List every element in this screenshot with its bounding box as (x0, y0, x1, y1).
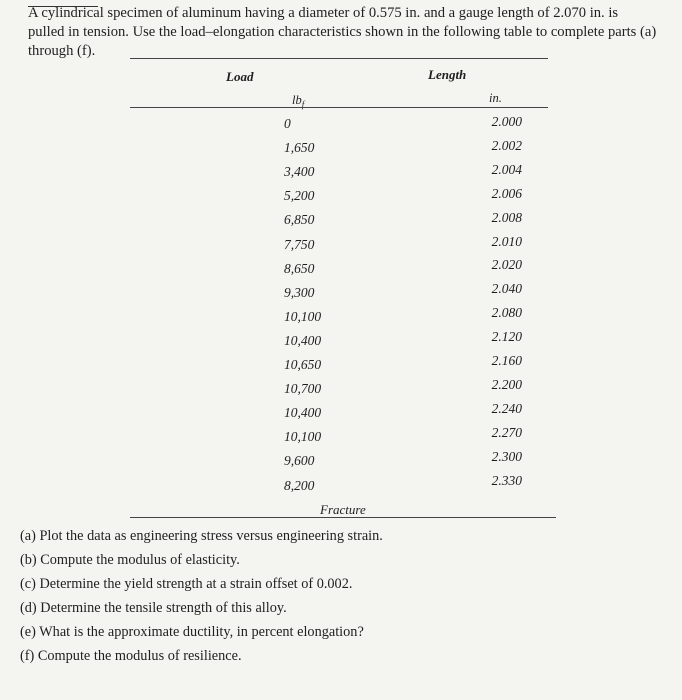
question-list (20, 526, 640, 670)
question-a: (a) Plot the data as engineering stress versus engineering strain. (20, 528, 383, 544)
load-cell: 9,300 (284, 284, 315, 300)
load-cell: 10,100 (284, 429, 322, 445)
length-cell: 2.270 (491, 424, 522, 440)
load-column-header: Load (226, 69, 254, 84)
question-d: (d) Determine the tensile strength of this alloy. (20, 600, 287, 616)
length-cell: 2.200 (491, 376, 522, 392)
table-top-rule (130, 58, 548, 59)
length-column-header: Length (428, 67, 467, 82)
load-cell: 10,700 (284, 381, 322, 397)
length-cell: 2.000 (491, 114, 522, 129)
question-b: (b) Compute the modulus of elasticity. (20, 552, 240, 568)
load-unit-label: $lb_f$ (292, 93, 305, 110)
load-cell: 3,400 (284, 164, 315, 180)
load-cell: 7,750 (284, 236, 315, 252)
question-f: (f) Compute the modulus of resilience. (20, 648, 242, 664)
length-cell: 2.040 (491, 281, 522, 297)
load-cell: 10,100 (284, 308, 322, 324)
load-cell: 8,200 (284, 477, 315, 493)
length-cell: 2.300 (491, 448, 522, 464)
length-cell: 2.160 (491, 353, 522, 368)
table-bottom-rule (130, 517, 556, 518)
load-cell: 1,650 (284, 140, 315, 156)
length-cell: 2.020 (491, 257, 522, 273)
length-cell: 2.002 (491, 137, 522, 153)
length-cell: 2.120 (491, 329, 522, 345)
load-cell: 8,650 (284, 260, 315, 276)
load-cell: 10,400 (284, 332, 322, 348)
length-cell: 2.010 (491, 233, 522, 249)
problem-statement: A cylindrical specimen of aluminum having a diameter of 0.575 in. and a gauge length of 2.070 in. is pulled in tension. Use the load–elongation characteristics shown in the following table to complete parts (a) through (f). (28, 5, 657, 59)
load-cell: 6,850 (284, 212, 315, 228)
length-cell: 2.330 (491, 472, 522, 488)
question-c: (c) Determine the yield strength at a strain offset of 0.002. (20, 576, 353, 592)
table-header-rule (130, 107, 548, 108)
load-cell: 0 (284, 116, 291, 131)
length-unit-label: in. (489, 91, 502, 105)
length-cell: 2.008 (491, 209, 522, 225)
length-cell: 2.006 (491, 185, 522, 201)
load-cell: 5,200 (284, 188, 315, 204)
length-cell: 2.004 (491, 161, 522, 177)
fracture-label: Fracture (320, 502, 366, 517)
length-cell: 2.240 (491, 400, 522, 416)
question-e: (e) What is the approximate ductility, in percent elongation? (20, 624, 364, 640)
load-cell: 9,600 (284, 453, 315, 469)
load-cell: 10,650 (284, 357, 322, 372)
load-cell: 10,400 (284, 405, 322, 421)
length-cell: 2.080 (491, 305, 522, 321)
